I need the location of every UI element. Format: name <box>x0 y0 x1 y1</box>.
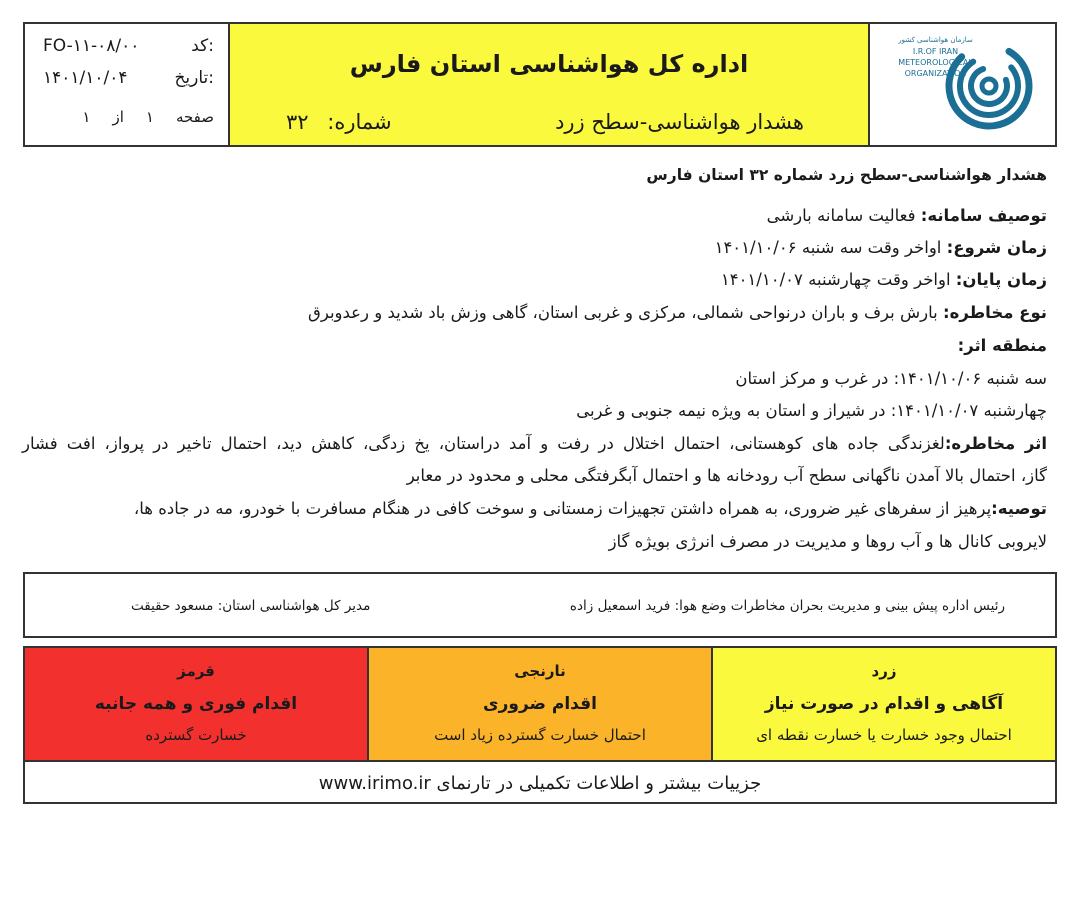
page-row <box>43 108 214 126</box>
document-header <box>23 22 1057 147</box>
logo-text-en: I.R.OF IRAN METEOROLOGICAL ORGANIZATION <box>898 47 973 78</box>
irimo-logo-icon <box>943 34 1033 138</box>
number-label: شماره: <box>327 110 392 134</box>
impact-area-line-2: چهارشنبه ۱۴۰۱/۱۰/۰۷: در شیراز و استان به ویژه نیمه جنوبی و غربی <box>576 401 1047 420</box>
code-label: کد: <box>191 36 214 56</box>
code-row <box>43 36 214 56</box>
level-red <box>25 648 367 760</box>
warning-number <box>286 110 392 134</box>
date-label: تاریخ: <box>174 68 214 88</box>
director-signature <box>131 598 370 614</box>
end-label: زمان پایان: <box>955 270 1047 289</box>
forecast-head-name: فرید اسمعیل زاده <box>569 598 671 614</box>
hazard-impact <box>22 434 1047 453</box>
warning-heading: هشدار هواشناسی-سطح زرد شماره ۳۲ استان فارس <box>646 166 1047 184</box>
date-row <box>43 68 214 88</box>
page-of: از <box>112 108 124 126</box>
impact-line-1: لغزندگی جاده های کوهستانی، احتمال اختلال در رفت و آمد دراستان، یخ زدگی، کاهش دید، احتمال تاخیر در پرواز، افت فشار <box>22 434 945 453</box>
footer-text: جزییات بیشتر و اطلاعات تکمیلی در تارنمای <box>436 773 762 794</box>
forecast-head-title: رئیس اداره پیش بینی و مدیریت بحران مخاطرات وضع هوا: <box>674 598 1005 614</box>
page-label: صفحه <box>175 108 214 126</box>
header-title-block <box>230 24 870 145</box>
impact-area-line-1: سه شنبه ۱۴۰۱/۱۰/۰۶: در غرب و مرکز استان <box>735 369 1047 388</box>
logo-text-fa: سازمان هواشناسی کشور <box>898 36 973 44</box>
level-red-action: اقدام فوری و همه جانبه <box>94 694 298 714</box>
advice-label: توصیه: <box>991 499 1047 518</box>
level-orange-name: نارنجی <box>514 662 566 680</box>
impact-label: اثر مخاطره: <box>944 434 1048 453</box>
level-yellow-name: زرد <box>871 662 897 680</box>
system-value: فعالیت سامانه بارشی <box>766 206 916 225</box>
warning-level-title: هشدار هواشناسی-سطح زرد <box>555 110 804 134</box>
warning-level-legend <box>23 646 1057 804</box>
document-meta <box>25 24 230 145</box>
level-orange-desc: احتمال خسارت گسترده زیاد است <box>434 726 646 744</box>
director-name: مسعود حقیقت <box>131 598 214 614</box>
more-info-footer <box>25 760 1055 802</box>
advice <box>22 499 1047 518</box>
code-value: FO-۱۱-۰۸/۰۰ <box>43 36 140 56</box>
hazard-type <box>22 303 1047 322</box>
level-red-name: قرمز <box>177 662 215 680</box>
advice-line-1: پرهیز از سفرهای غیر ضروری، به همراه داشتن تجهیزات زمستانی و سوخت کافی در هنگام مسافرت با خودرو، مه در جاده ها، <box>133 499 992 518</box>
start-time <box>22 238 1047 257</box>
start-label: زمان شروع: <box>946 238 1047 257</box>
hazard-value: بارش برف و باران درنواحی شمالی، مرکزی و غربی استان، گاهی وزش باد شدید و رعدوبرق <box>308 303 938 322</box>
director-title: مدیر کل هواشناسی استان: <box>217 598 371 614</box>
forecast-head-signature <box>570 598 1005 614</box>
level-orange <box>367 648 711 760</box>
irimo-logo <box>870 24 1055 145</box>
level-yellow <box>711 648 1055 760</box>
hazard-label: نوع مخاطره: <box>942 303 1047 322</box>
advice-line-2: لایروبی کانال ها و آب روها و مدیریت در مصرف انرژی بویژه گاز <box>608 532 1047 551</box>
page-total: ۱ <box>82 108 91 126</box>
impact-line-2: گاز، احتمال بالا آمدن ناگهانی سطح آب رودخانه ها و احتمال آبگرفتگی محلی و محدود در معابر <box>406 466 1047 485</box>
signature-box <box>23 572 1057 638</box>
office-title: اداره کل هواشناسی استان فارس <box>349 50 749 78</box>
level-orange-action: اقدام ضروری <box>483 694 597 714</box>
level-row <box>25 648 1055 760</box>
area-label: منطقه اثر: <box>957 336 1047 355</box>
impact-area-heading <box>22 336 1047 355</box>
level-red-desc: خسارت گسترده <box>145 726 247 744</box>
end-time <box>22 270 1047 289</box>
page-current: ۱ <box>145 108 154 126</box>
footer-url[interactable]: www.irimo.ir <box>318 773 431 794</box>
level-yellow-action: آگاهی و اقدام در صورت نیاز <box>764 694 1004 714</box>
end-value: اواخر وقت چهارشنبه ۱۴۰۱/۱۰/۰۷ <box>720 270 951 289</box>
system-label: توصیف سامانه: <box>920 206 1047 225</box>
date-value: ۱۴۰۱/۱۰/۰۴ <box>43 68 128 88</box>
system-description <box>22 206 1047 225</box>
warning-body <box>22 160 1047 560</box>
number-value: ۳۲ <box>286 110 309 134</box>
start-value: اواخر وقت سه شنبه ۱۴۰۱/۱۰/۰۶ <box>714 238 942 257</box>
level-yellow-desc: احتمال وجود خسارت یا خسارت نقطه ای <box>756 726 1012 744</box>
